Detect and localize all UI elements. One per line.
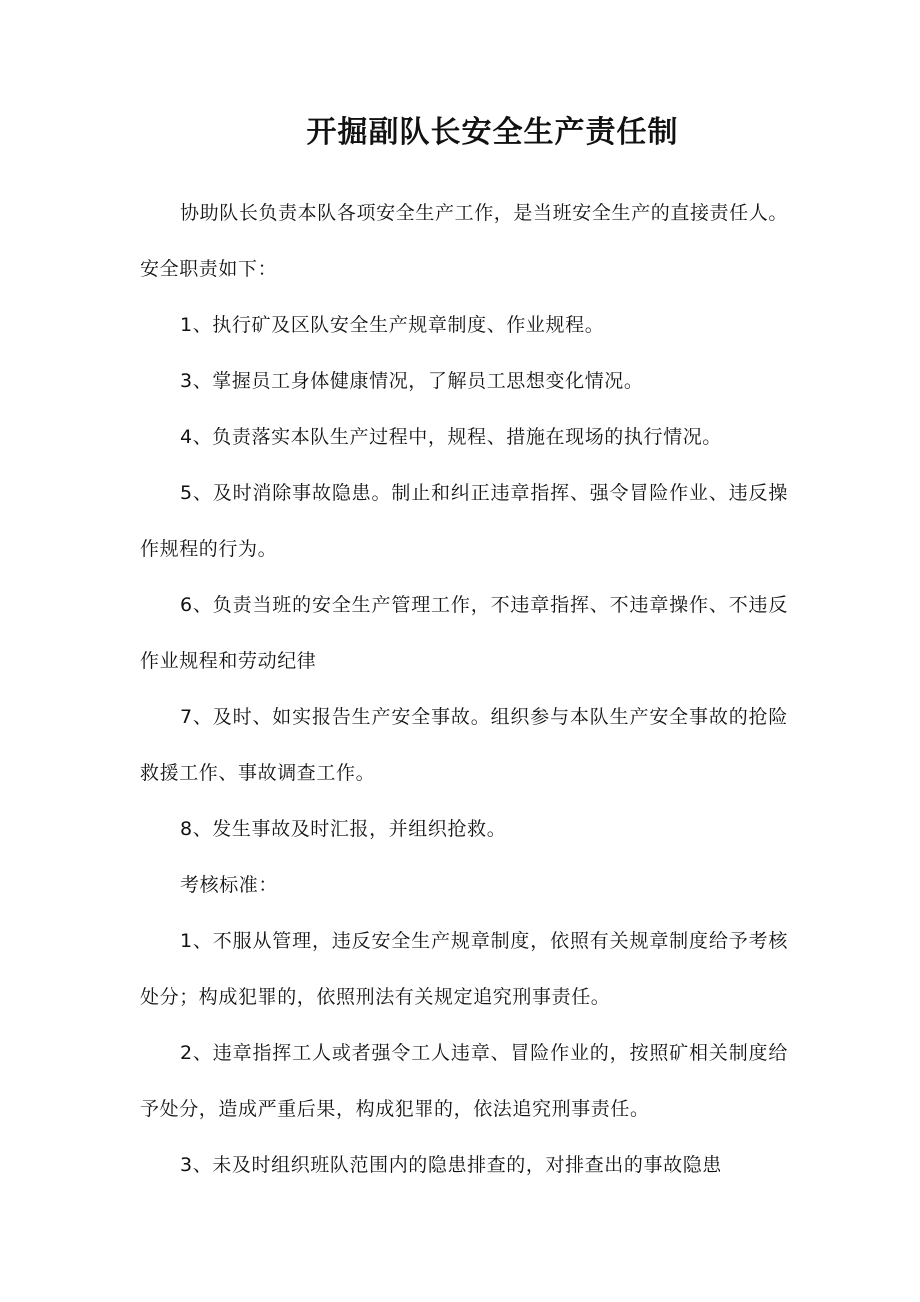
paragraph-intro: 协助队长负责本队各项安全生产工作，是当班安全生产的直接责任人。安全职责如下： [140,202,788,280]
paragraph-duty-6: 6、负责当班的安全生产管理工作，不违章指挥、不违章操作、不违反作业规程和劳动纪律 [140,594,788,672]
paragraph-duty-7: 7、及时、如实报告生产安全事故。组织参与本队生产安全事故的抢险救援工作、事故调查工作。 [140,706,788,784]
paragraph-duty-4: 4、负责落实本队生产过程中，规程、措施在现场的执行情况。 [180,426,722,448]
paragraph-assessment-1: 1、不服从管理，违反安全生产规章制度，依照有关规章制度给予考核处分；构成犯罪的，依照刑法有关规定追究刑事责任。 [140,930,788,1008]
paragraph-duty-5: 5、及时消除事故隐患。制止和纠正违章指挥、强令冒险作业、违反操作规程的行为。 [140,482,788,560]
paragraph-duty-8: 8、发生事故及时汇报，并组织抢救。 [180,818,507,840]
document-body [140,185,788,1193]
document-title: 开掘副队长安全生产责任制 [306,115,679,150]
paragraph-assessment-3: 3、未及时组织班队范围内的隐患排查的，对排查出的事故隐患 [180,1154,722,1176]
paragraph-duty-3: 3、掌握员工身体健康情况，了解员工思想变化情况。 [180,370,644,392]
paragraph-assessment-heading: 考核标准： [180,874,279,896]
paragraph-assessment-2: 2、违章指挥工人或者强令工人违章、冒险作业的，按照矿相关制度给予处分，造成严重后果，构成犯罪的，依法追究刑事责任。 [140,1042,788,1120]
paragraph-duty-1: 1、执行矿及区队安全生产规章制度、作业规程。 [180,314,605,336]
